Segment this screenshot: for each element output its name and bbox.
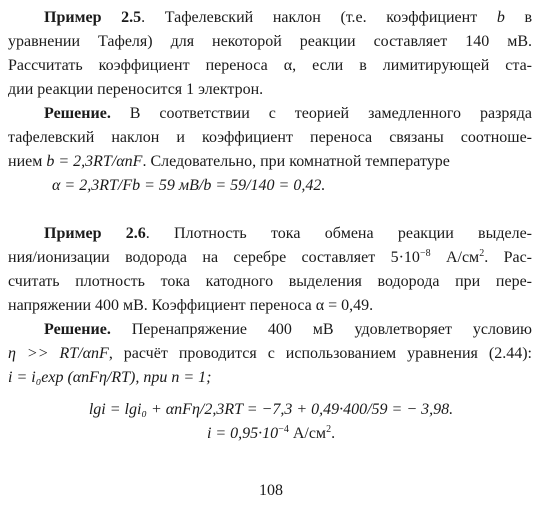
formula: b = 2,3RT/αnF <box>46 153 143 170</box>
equation-i-result: $i = 0,95\cdot 10^{-4}$ $А/см^2$. <box>206 424 336 442</box>
equation-lg-i: lgi = lgi₀ + αnFη/2,3RT = −7,3 + 0,49·400/59 = − 3,98. <box>88 401 454 418</box>
example-2-5-solution-line-2: тафелевский наклон и коэффициент переноса связаны соотноше- <box>8 129 532 146</box>
example-2-6-line-2: ния/ионизации водорода на серебре составляет $5\cdot 10^{-8}$ $А/см^2$. Рас- <box>8 248 532 266</box>
example-2-5-heading: Пример 2.5 <box>44 9 142 26</box>
page-number: 108 <box>259 482 283 499</box>
example-2-5-line-4: дии реакции переносится 1 электрон. <box>8 81 264 98</box>
example-2-5-solution-line-3: нием b = 2,3RT/αnF. Следовательно, при комнатной температуре <box>8 153 450 170</box>
example-2-6-line-3: считать плотность тока катодного выделения водорода при пере- <box>8 273 532 290</box>
example-2-6-solution-line-1: Решение. Перенапряжение 400 мВ удовлетворяет условию <box>44 321 532 338</box>
example-2-6-line-4: напряжении 400 мВ. Коэффициент переноса α = 0,49. <box>8 297 374 314</box>
example-2-5-result <box>52 176 540 196</box>
formula: i = i₀exp (αnFη/RT), при n = 1; <box>8 369 212 386</box>
example-2-5-line-1: Пример 2.5. Тафелевский наклон (т.е. коэффициент b в <box>44 9 533 26</box>
example-2-5-line-3: Рассчитать коэффициент переноса α, если в лимитирующей ста- <box>8 57 532 74</box>
solution-label: Решение. <box>44 321 111 338</box>
solution-label: Решение. <box>44 105 111 122</box>
example-2-6-heading: Пример 2.6 <box>44 225 146 242</box>
example-2-6-solution-line-3 <box>8 368 532 388</box>
formula: α = 2,3RT/Fb = 59 мВ/b = 59/140 = 0,42. <box>52 177 326 194</box>
formula: η >> RT/αnF <box>8 345 109 362</box>
example-2-5-solution-line-1: Решение. В соответствии с теорией замедленного разряда <box>44 105 532 122</box>
example-2-6-solution-line-2: η >> RT/αnF, расчёт проводится с использованием уравнения (2.44): <box>8 345 533 362</box>
example-2-6-line-1: Пример 2.6. Плотность тока обмена реакции выделе- <box>44 225 533 242</box>
example-2-5-line-2: уравнении Тафеля) для некоторой реакции составляет 140 мВ. <box>8 33 532 50</box>
